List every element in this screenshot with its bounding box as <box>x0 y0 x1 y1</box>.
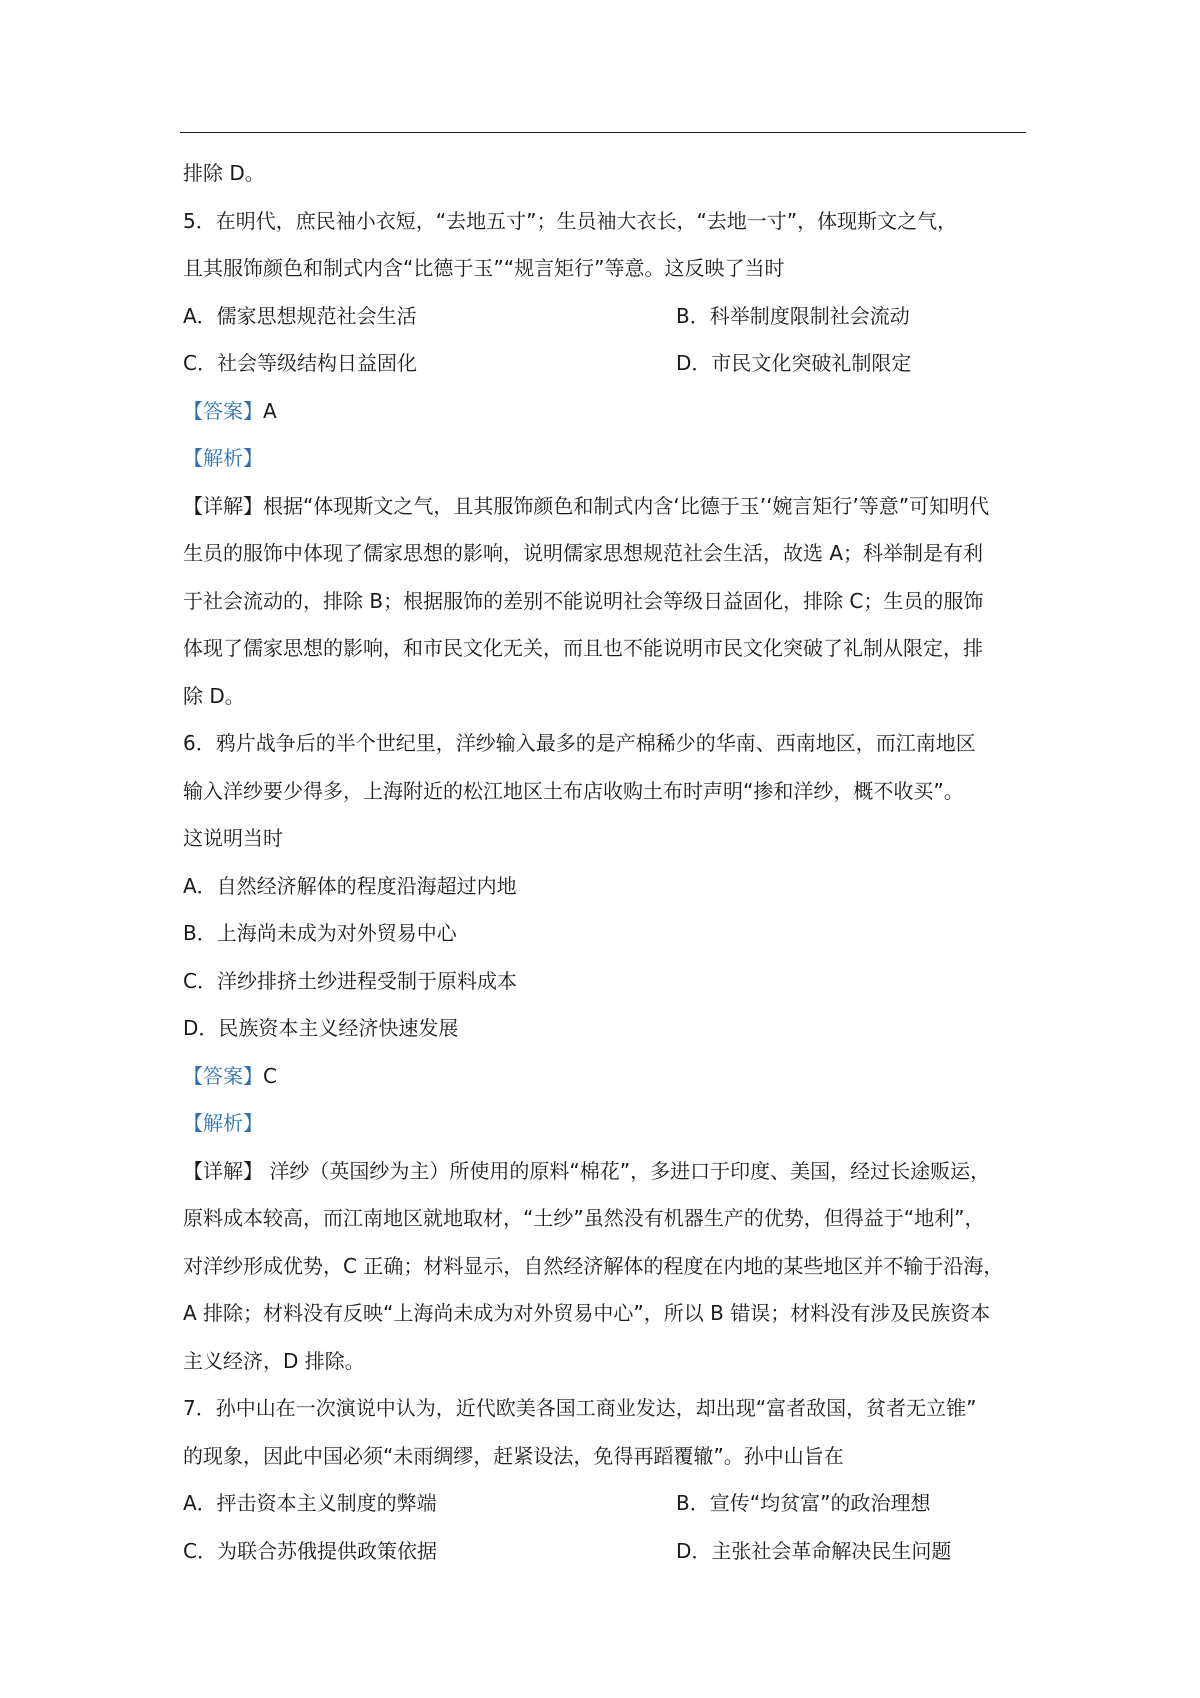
option-row <box>183 340 1029 388</box>
continued-text: 排除 D。 <box>183 161 265 185</box>
option-d: D．主张社会革命解决民生问题 <box>676 1538 952 1563</box>
header-rule <box>180 132 1026 133</box>
detail-label: 【详解】 <box>183 1158 263 1183</box>
detail-text: 洋纱（英国纱为主）所使用的原料“棉花”，多进口于印度、美国，经过长途贩运， <box>263 1158 991 1183</box>
question-stem-line: 且其服饰颜色和制式内含“比德于玉”“规言矩行”等意。这反映了当时 <box>183 256 785 280</box>
analysis-line <box>183 1100 1029 1148</box>
answer-label: 【答案】 <box>183 398 263 423</box>
detail-line: 除 D。 <box>183 683 245 708</box>
question-7 <box>183 1385 1029 1575</box>
answer-line <box>183 1053 1029 1101</box>
detail-line: 于社会流动的，排除 B；根据服饰的差别不能说明社会等级日益固化，排除 C；生员的服饰 <box>183 588 984 613</box>
option-c: C．为联合苏俄提供政策依据 <box>183 1538 437 1563</box>
analysis-label: 【解析】 <box>183 446 263 470</box>
question-stem-line: 的现象，因此中国必须“未雨绸缪，赶紧设法，免得再蹈覆辙”。孙中山旨在 <box>183 1443 844 1468</box>
option-a: A．抨击资本主义制度的弊端 <box>183 1491 437 1515</box>
question-stem-line: 这说明当时 <box>183 826 283 850</box>
detail-text: 根据“体现斯文之气，且其服饰颜色和制式内含‘比德于玉’‘婉言矩行’等意”可知明代 <box>263 493 990 518</box>
detail-line <box>183 483 1029 531</box>
answer-line <box>183 388 1029 436</box>
question-stem-line: 7．孙中山在一次演说中认为，近代欧美各国工商业发达，却出现“富者敌国，贫者无立锥” <box>183 1396 977 1420</box>
option-b: B．宣传“均贫富”的政治理想 <box>676 1491 931 1515</box>
question-stem-line: 6．鸦片战争后的半个世纪里，洋纱输入最多的是产棉稀少的华南、西南地区，而江南地区 <box>183 731 976 755</box>
document-body <box>183 150 1029 1575</box>
detail-line <box>183 1148 1029 1196</box>
option-a: A．自然经济解体的程度沿海超过内地 <box>183 873 517 898</box>
detail-line: 原料成本较高，而江南地区就地取材，“土纱”虽然没有机器生产的优势，但得益于“地利”， <box>183 1206 985 1230</box>
answer-value: C <box>263 1063 277 1088</box>
option-c: C．社会等级结构日益固化 <box>183 351 417 375</box>
question-stem-line: 5．在明代，庶民袖小衣短，“去地五寸”；生员袖大衣长，“去地一寸”，体现斯文之气， <box>183 208 958 233</box>
question-stem-line: 输入洋纱要少得多，上海附近的松江地区土布店收购土布时声明“掺和洋纱，概不收买”。 <box>183 778 964 803</box>
analysis-label: 【解析】 <box>183 1111 263 1135</box>
question-5 <box>183 198 1029 721</box>
option-row <box>183 293 1029 341</box>
detail-line: 对洋纱形成优势，C 正确；材料显示，自然经济解体的程度在内地的某些地区并不输于沿海， <box>183 1253 1004 1278</box>
option-row <box>183 1480 1029 1528</box>
detail-line: A 排除；材料没有反映“上海尚未成为对外贸易中心”，所以 B 错误；材料没有涉及民族资本 <box>183 1301 991 1325</box>
question-6 <box>183 720 1029 1385</box>
analysis-line <box>183 435 1029 483</box>
answer-value: A <box>263 398 277 423</box>
detail-line: 主义经济，D 排除。 <box>183 1348 365 1373</box>
detail-line: 体现了儒家思想的影响，和市民文化无关，而且也不能说明市民文化突破了礼制从限定，排 <box>183 636 983 660</box>
option-b: B．科举制度限制社会流动 <box>676 303 910 328</box>
option-a: A．儒家思想规范社会生活 <box>183 303 417 328</box>
detail-label: 【详解】 <box>183 493 263 518</box>
option-c: C．洋纱排挤土纱进程受制于原料成本 <box>183 968 517 993</box>
option-d: D．民族资本主义经济快速发展 <box>183 1016 459 1040</box>
option-d: D．市民文化突破礼制限定 <box>676 351 912 375</box>
option-row <box>183 1528 1029 1576</box>
answer-label: 【答案】 <box>183 1063 263 1088</box>
option-b: B．上海尚未成为对外贸易中心 <box>183 921 457 945</box>
detail-line: 生员的服饰中体现了儒家思想的影响，说明儒家思想规范社会生活，故选 A；科举制是有利 <box>183 541 984 565</box>
